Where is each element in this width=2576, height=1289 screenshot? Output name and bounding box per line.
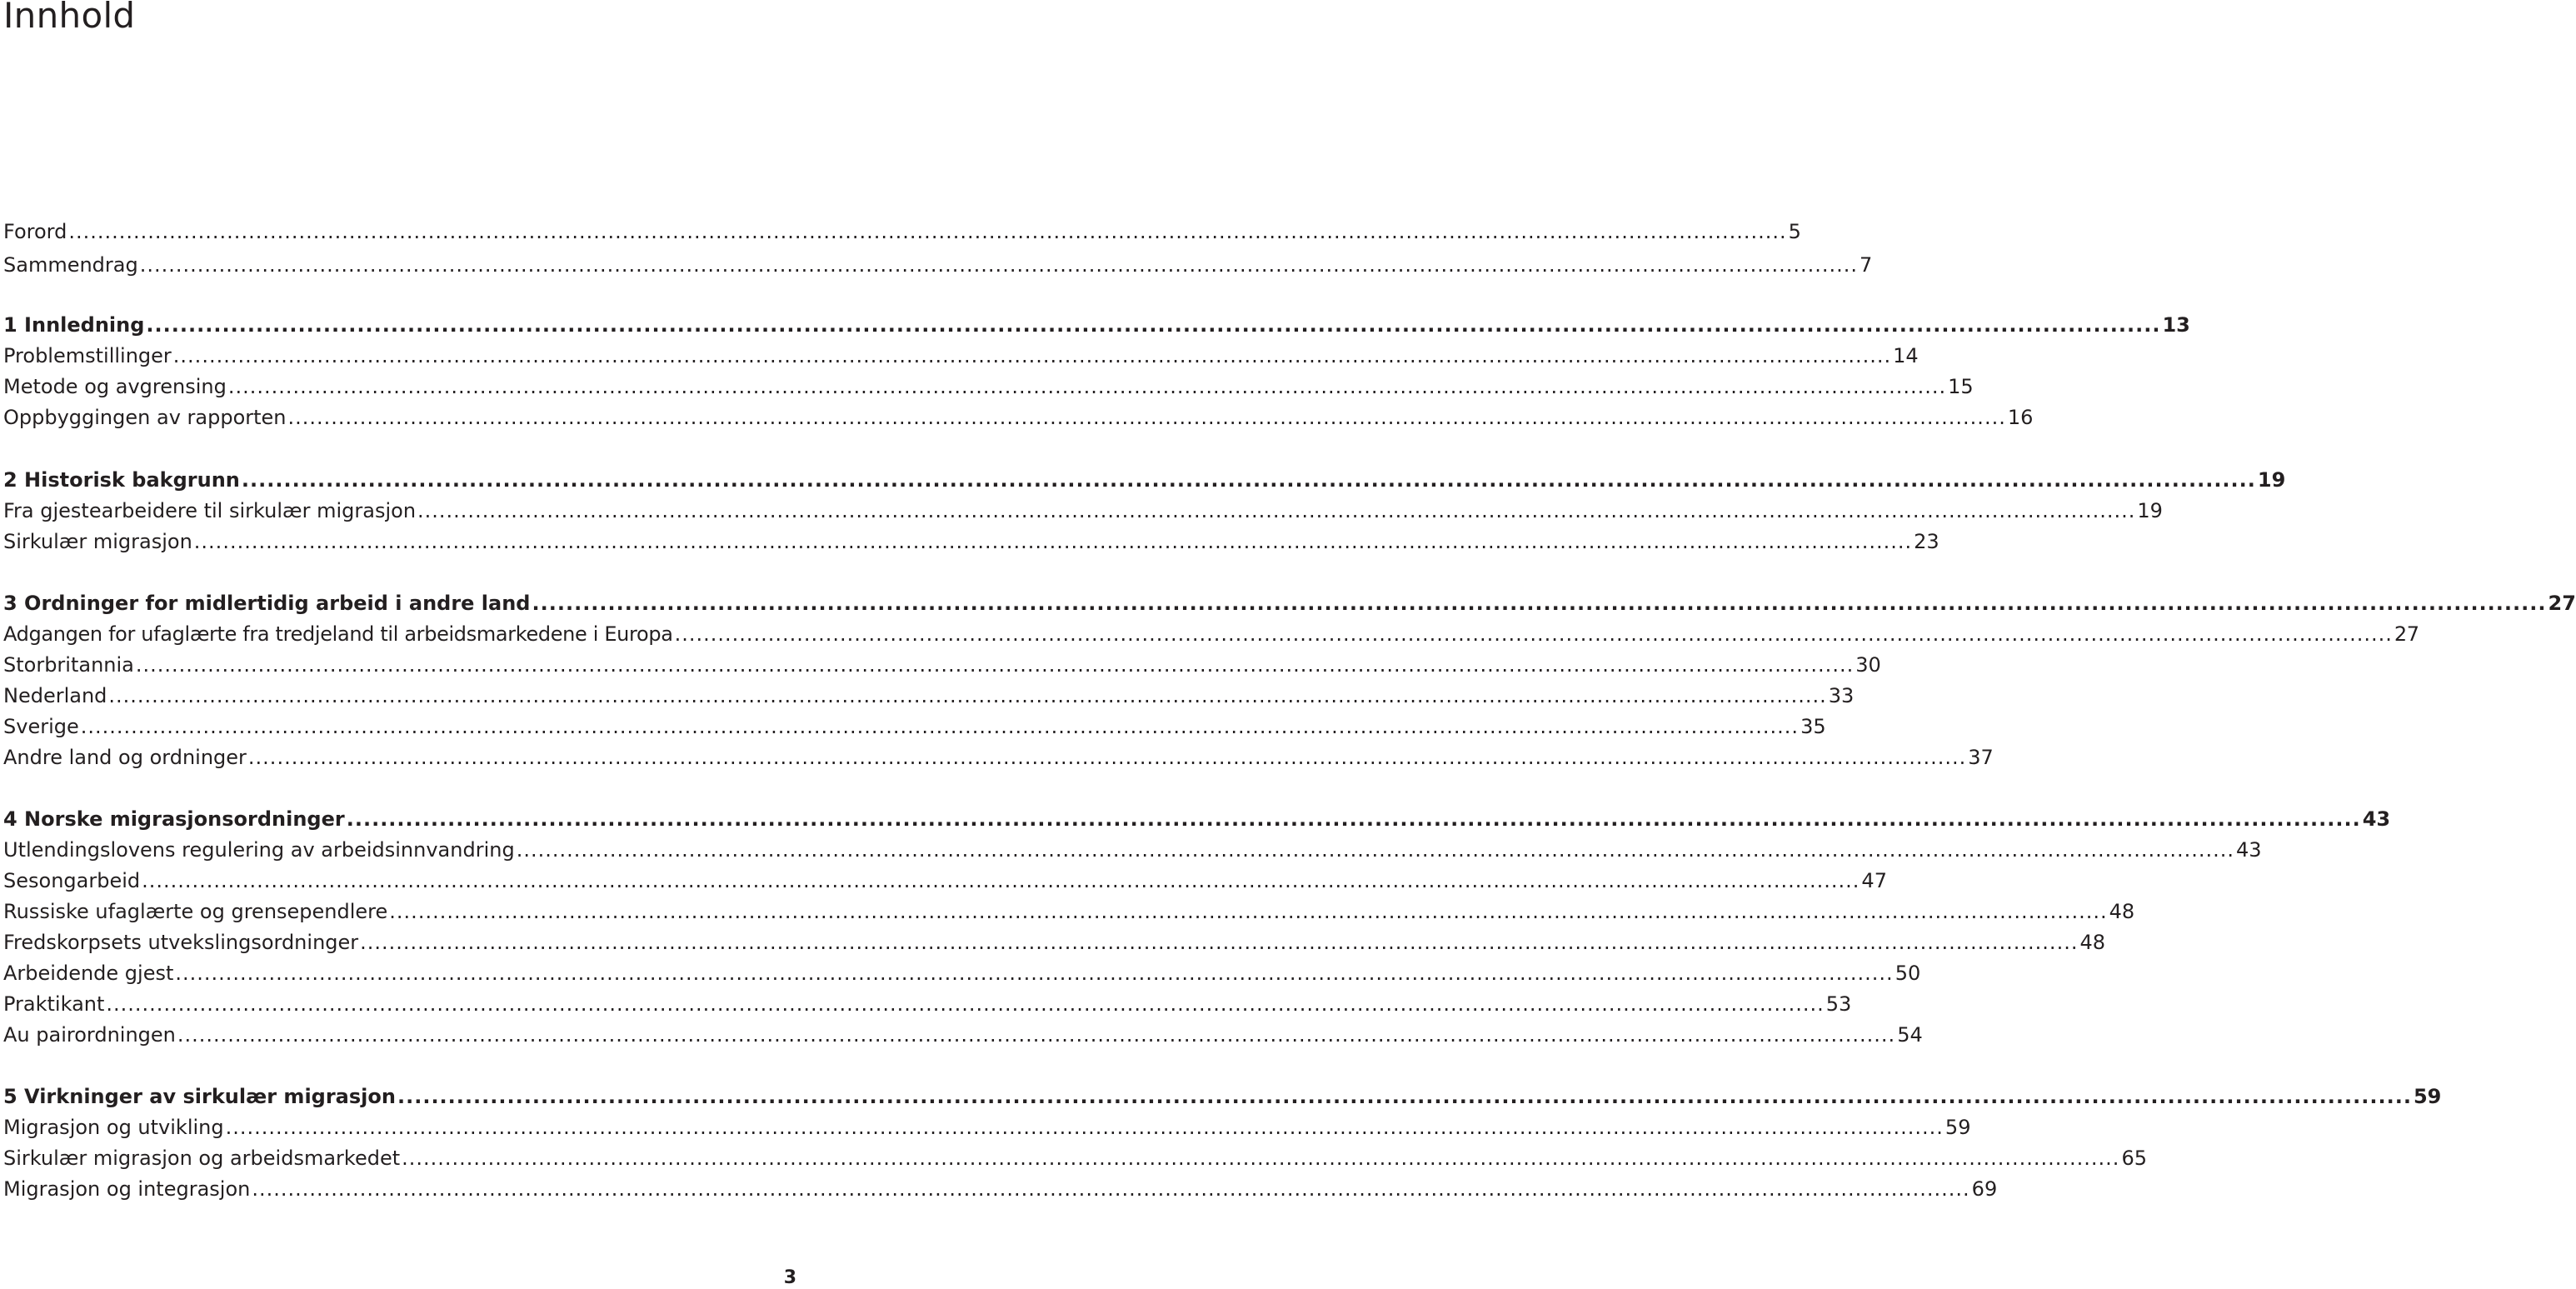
toc-entry-page: 53 <box>1825 992 1852 1016</box>
toc-entry-title: Sverige <box>3 715 79 738</box>
toc-dot-leader: ............................................................................................................................................................................................................................................... <box>360 931 2079 954</box>
toc-chapter-3 <box>3 589 2576 617</box>
toc-entry-arbeidende-gjest <box>3 959 1921 987</box>
toc-entry-page: 54 <box>1897 1023 1923 1047</box>
toc-entry-page: 47 <box>1861 869 1887 892</box>
toc-dot-leader: ............................................................................................................................................................................................................................................... <box>108 684 1827 707</box>
toc-chapter-title: 3 Ordninger for midlertidig arbeid i andre land <box>3 592 531 615</box>
toc-entry-sesongarbeid <box>3 867 1887 895</box>
toc-dot-leader: ............................................................................................................................................................................................................................................... <box>346 807 2361 831</box>
toc-dot-leader: ............................................................................................................................................................................................................................................... <box>402 1147 2120 1170</box>
toc-entry-nederland <box>3 682 1855 710</box>
toc-entry-page: 69 <box>1971 1177 1998 1201</box>
toc-dot-leader: ............................................................................................................................................................................................................................................... <box>532 592 2547 615</box>
toc-entry-page: 23 <box>1914 530 1939 553</box>
toc-dot-leader: ............................................................................................................................................................................................................................................... <box>241 468 2256 492</box>
toc-dot-leader: ............................................................................................................................................................................................................................................... <box>106 992 1825 1016</box>
toc-entry-title: Fredskorpsets utvekslingsordninger <box>3 931 359 954</box>
toc-entry-title: Adgangen for ufaglærte fra tredjeland til arbeidsmarkedene i Europa <box>3 622 673 646</box>
toc-entry-title: Forord <box>3 220 67 243</box>
toc-dot-leader: ............................................................................................................................................................................................................................................... <box>175 962 1894 985</box>
toc-entry-title: Utlendingslovens regulering av arbeidsinnvandring <box>3 838 515 862</box>
toc-dot-leader: ............................................................................................................................................................................................................................................... <box>247 746 1967 769</box>
toc-dot-leader: ............................................................................................................................................................................................................................................... <box>142 869 1860 892</box>
toc-dot-leader: ............................................................................................................................................................................................................................................... <box>252 1177 1970 1201</box>
toc-entry-title: Russiske ufaglærte og grensependlere <box>3 900 388 923</box>
toc-entry-page: 50 <box>1895 962 1921 985</box>
toc-dot-leader: ............................................................................................................................................................................................................................................... <box>146 313 2161 337</box>
toc-chapter-page: 13 <box>2162 313 2190 337</box>
toc-chapter-5 <box>3 1082 2442 1111</box>
toc-entry-au-pair <box>3 1021 1923 1049</box>
toc-entry-adgangen <box>3 620 2419 648</box>
toc-entry-problemstillinger <box>3 342 1919 370</box>
toc-chapter-title: 2 Historisk bakgrunn <box>3 468 240 492</box>
toc-entry-migrasjon-utvikling <box>3 1113 1971 1142</box>
toc-entry-sirkulaer-migrasjon <box>3 527 1939 556</box>
page-title: Innhold <box>3 0 136 36</box>
toc-entry-russiske <box>3 897 2135 926</box>
toc-chapter-2 <box>3 466 2286 494</box>
toc-chapter-page: 43 <box>2362 807 2391 831</box>
toc-entry-title: Andre land og ordninger <box>3 746 247 769</box>
toc-entry-fredskorpsets <box>3 928 2105 957</box>
toc-entry-page: 15 <box>1948 375 1974 398</box>
toc-entry-title: Sesongarbeid <box>3 869 141 892</box>
toc-entry-page: 14 <box>1893 344 1919 367</box>
toc-chapter-page: 27 <box>2548 592 2576 615</box>
toc-entry-title: Problemstillinger <box>3 344 172 367</box>
toc-entry-utlendingslovens <box>3 836 2262 864</box>
toc-dot-leader: ............................................................................................................................................................................................................................................... <box>516 838 2234 862</box>
toc-entry-page: 48 <box>2109 900 2135 923</box>
toc-dot-leader: ............................................................................................................................................................................................................................................... <box>397 1085 2412 1108</box>
toc-entry-forord <box>3 217 1801 246</box>
toc-entry-title: Fra gjestearbeidere til sirkulær migrasjon <box>3 499 417 522</box>
toc-entry-arbeidsmarkedet <box>3 1144 2147 1172</box>
toc-entry-page: 33 <box>1828 684 1855 707</box>
toc-entry-page: 30 <box>1855 653 1881 677</box>
toc-entry-page: 37 <box>1968 746 1994 769</box>
toc-entry-sverige <box>3 712 1826 741</box>
toc-entry-andre-land <box>3 743 1994 772</box>
toc-dot-leader: ............................................................................................................................................................................................................................................... <box>172 344 1892 367</box>
toc-dot-leader: ............................................................................................................................................................................................................................................... <box>135 653 1855 677</box>
toc-entry-title: Sirkulær migrasjon og arbeidsmarkedet <box>3 1147 401 1170</box>
toc-dot-leader: ............................................................................................................................................................................................................................................... <box>417 499 2136 522</box>
toc-chapter-page: 19 <box>2257 468 2286 492</box>
toc-entry-page: 7 <box>1860 253 1873 277</box>
toc-dot-leader: ............................................................................................................................................................................................................................................... <box>674 622 2393 646</box>
toc-entry-page: 65 <box>2121 1147 2147 1170</box>
toc-chapter-title: 5 Virkninger av sirkulær migrasjon <box>3 1085 396 1108</box>
toc-entry-page: 5 <box>1788 220 1801 243</box>
toc-dot-leader: ............................................................................................................................................................................................................................................... <box>80 715 1800 738</box>
toc-entry-title: Praktikant <box>3 992 105 1016</box>
toc-entry-title: Nederland <box>3 684 107 707</box>
toc-entry-title: Storbritannia <box>3 653 134 677</box>
toc-chapter-title: 1 Innledning <box>3 313 145 337</box>
toc-entry-title: Sirkulær migrasjon <box>3 530 192 553</box>
toc-entry-gjestearbeidere <box>3 497 2163 525</box>
toc-entry-title: Migrasjon og utvikling <box>3 1116 224 1139</box>
toc-dot-leader: ............................................................................................................................................................................................................................................... <box>227 375 1947 398</box>
toc-entry-metode <box>3 372 1974 401</box>
toc-entry-page: 59 <box>1944 1116 1971 1139</box>
toc-chapter-4 <box>3 805 2391 833</box>
toc-entry-title: Metode og avgrensing <box>3 375 227 398</box>
toc-entry-praktikant <box>3 990 1852 1018</box>
toc-entry-page: 48 <box>2079 931 2105 954</box>
toc-dot-leader: ............................................................................................................................................................................................................................................... <box>225 1116 1944 1139</box>
toc-entry-title: Sammendrag <box>3 253 138 277</box>
toc-entry-sammendrag <box>3 251 1873 279</box>
toc-dot-leader: ............................................................................................................................................................................................................................................... <box>389 900 2108 923</box>
page-number: 3 <box>783 1267 796 1288</box>
toc-entry-oppbyggingen <box>3 403 2034 432</box>
toc-chapter-1 <box>3 311 2190 339</box>
toc-chapter-page: 59 <box>2413 1085 2442 1108</box>
toc-entry-integrasjon <box>3 1175 1998 1203</box>
toc-chapter-title: 4 Norske migrasjonsordninger <box>3 807 345 831</box>
toc-entry-title: Oppbyggingen av rapporten <box>3 406 287 429</box>
toc-entry-page: 43 <box>2236 838 2262 862</box>
toc-entry-storbritannia <box>3 651 1881 679</box>
toc-dot-leader: ............................................................................................................................................................................................................................................... <box>68 220 1787 243</box>
toc-entry-title: Arbeidende gjest <box>3 962 174 985</box>
toc-entry-page: 27 <box>2394 622 2419 646</box>
toc-entry-page: 19 <box>2137 499 2163 522</box>
toc-dot-leader: ............................................................................................................................................................................................................................................... <box>287 406 2006 429</box>
toc-entry-page: 35 <box>1800 715 1826 738</box>
toc-entry-title: Au pairordningen <box>3 1023 176 1047</box>
toc-dot-leader: ............................................................................................................................................................................................................................................... <box>193 530 1913 553</box>
toc-dot-leader: ............................................................................................................................................................................................................................................... <box>177 1023 1896 1047</box>
toc-entry-page: 16 <box>2007 406 2034 429</box>
toc-dot-leader: ............................................................................................................................................................................................................................................... <box>139 253 1859 277</box>
toc-entry-title: Migrasjon og integrasjon <box>3 1177 251 1201</box>
